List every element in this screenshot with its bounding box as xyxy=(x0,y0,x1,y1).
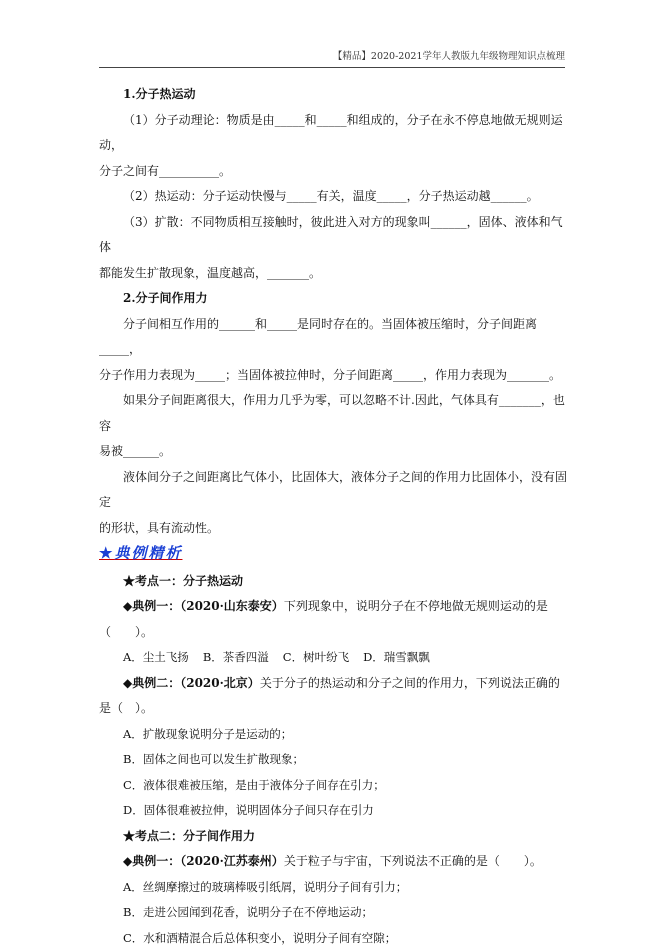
example-label: ◆典例一：（2020·江苏泰州） xyxy=(123,854,284,868)
example-label: ◆典例一：（2020·山东泰安） xyxy=(123,599,284,613)
section2-title: 2.分子间作用力 xyxy=(99,286,567,312)
page-header: 【精品】2020-2021学年人教版九年级物理知识点梳理 xyxy=(99,48,565,68)
examples-heading-text: 典例精析 xyxy=(114,546,182,562)
section1-para1: （1）分子动理论：物质是由_____和_____和组成的，分子在永不停息地做无规则运动， xyxy=(99,108,567,159)
option-c: C．树叶纷飞 xyxy=(283,650,349,664)
example-stem: 关于分子的热运动和分子之间的作用力，下列说法正确的 xyxy=(260,676,560,690)
section1-para1-cont: 分子之间有__________。 xyxy=(99,159,567,185)
section1-para2: （2）热运动：分子运动快慢与_____有关，温度_____，分子热运动越______。 xyxy=(99,184,567,210)
example-stem: 关于粒子与宇宙，下列说法不正确的是（ ）。 xyxy=(284,854,542,868)
option-b: B．固体之间也可以发生扩散现象； xyxy=(99,747,567,773)
point1-example1-paren: （ ）。 xyxy=(99,620,567,646)
section2-para1-cont: 分子作用力表现为_____；当固体被拉伸时，分子间距离_____，作用力表现为_______。 xyxy=(99,363,567,389)
point1-example2 xyxy=(99,671,567,697)
point1-example1 xyxy=(99,594,567,620)
option-b: B．走进公园闻到花香，说明分子在不停地运动； xyxy=(99,900,567,926)
section1-para3-cont: 都能发生扩散现象，温度越高，_______。 xyxy=(99,261,567,287)
section1-para3: （3）扩散：不同物质相互接触时，彼此进入对方的现象叫______，固体、液体和气体 xyxy=(99,210,567,261)
option-a: A．尘土飞扬 xyxy=(123,650,189,664)
option-c: C．液体很难被压缩，是由于液体分子间存在引力； xyxy=(99,773,567,799)
example-stem: 下列现象中，说明分子在不停地做无规则运动的是 xyxy=(284,599,548,613)
option-a: A．丝绸摩擦过的玻璃棒吸引纸屑，说明分子间有引力； xyxy=(99,875,567,901)
option-d: D．固体很难被拉伸，说明固体分子间只存在引力 xyxy=(99,798,567,824)
point2-example1 xyxy=(99,849,567,875)
section2-para1: 分子间相互作用的______和_____是同时存在的。当固体被压缩时，分子间距离_____， xyxy=(99,312,567,363)
section2-para2: 如果分子间距离很大，作用力几乎为零，可以忽略不计.因此，气体具有_______，也容 xyxy=(99,388,567,439)
option-a: A．扩散现象说明分子是运动的； xyxy=(99,722,567,748)
section2-para3: 液体间分子之间距离比气体小，比固体大，液体分子之间的作用力比固体小，没有固定 xyxy=(99,465,567,516)
option-c: C．水和酒精混合后总体积变小，说明分子间有空隙； xyxy=(99,926,567,951)
point2-title: ★考点二：分子间作用力 xyxy=(99,824,567,850)
section2-para3-cont: 的形状，具有流动性。 xyxy=(99,516,567,542)
star-icon: ★ xyxy=(99,546,114,562)
section2-para2-cont: 易被______。 xyxy=(99,439,567,465)
point1-example2-cont: 是（ ）。 xyxy=(99,696,567,722)
option-d: D．瑞雪飘飘 xyxy=(363,650,430,664)
option-b: B．茶香四溢 xyxy=(203,650,269,664)
point1-title: ★考点一：分子热运动 xyxy=(99,569,567,595)
example-label: ◆典例二：（2020·北京） xyxy=(123,676,260,690)
examples-heading xyxy=(99,542,567,568)
point1-example1-options xyxy=(99,645,567,671)
section1-title: 1.分子热运动 xyxy=(99,82,567,108)
document-body xyxy=(99,82,567,951)
